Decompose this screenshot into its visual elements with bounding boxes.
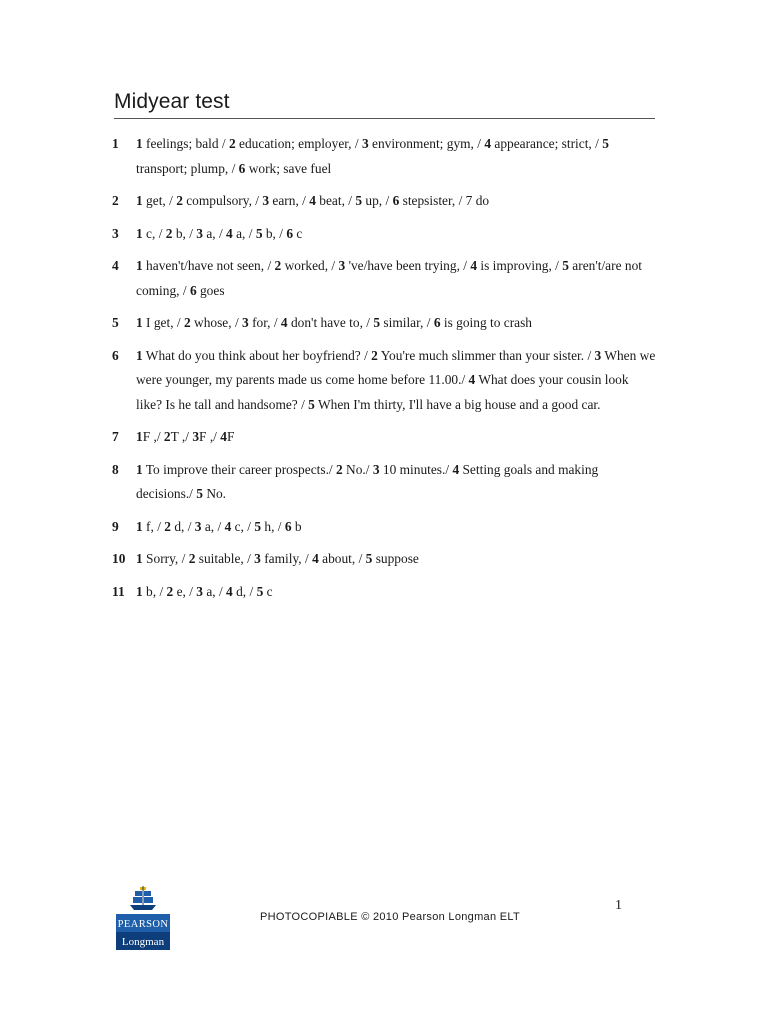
answer-item xyxy=(112,189,657,214)
item-number: 3 xyxy=(372,461,380,477)
item-number: 1 xyxy=(136,583,143,599)
answer-item xyxy=(112,458,657,507)
answer-text: 10 minutes./ xyxy=(379,461,453,477)
question-number: 10 xyxy=(112,551,126,566)
answer-text: F xyxy=(226,429,235,444)
item-number: 3 xyxy=(594,347,602,363)
question-number: 8 xyxy=(112,461,119,477)
answer-item xyxy=(112,132,657,181)
item-number: 5 xyxy=(255,225,263,241)
answer-text: b, / xyxy=(142,583,167,599)
ship-icon xyxy=(130,886,156,910)
item-number: 1 xyxy=(136,461,143,477)
answer-key-list xyxy=(112,132,657,612)
item-number: 2 xyxy=(163,429,171,444)
answer-text: a, / xyxy=(202,225,227,241)
answer-text: What do you think about her boyfriend? / xyxy=(142,347,372,363)
answer-text: F ,/ xyxy=(142,429,164,444)
item-number: 4 xyxy=(224,518,232,534)
item-number: 1 xyxy=(136,136,143,151)
item-number: 5 xyxy=(256,583,264,599)
item-number: 4 xyxy=(470,258,478,273)
answer-text: To improve their career prospects./ xyxy=(142,461,336,477)
item-number: 2 xyxy=(164,518,171,534)
item-number: 5 xyxy=(308,396,315,412)
item-number: 3 xyxy=(338,258,346,273)
question-number: 11 xyxy=(112,583,125,599)
answer-text: worked, / xyxy=(281,258,339,273)
item-number: 1 xyxy=(136,225,143,241)
answer-item xyxy=(112,547,657,572)
answer-text: for, / xyxy=(248,315,281,330)
answer-text: d, / xyxy=(170,518,195,534)
answer-text: is improving, / xyxy=(477,258,563,273)
answer-text: family, / xyxy=(260,551,313,566)
item-number: 4 xyxy=(312,551,319,566)
answer-text: education; employer, / xyxy=(235,136,362,151)
item-number: 6 xyxy=(238,160,246,176)
item-number: 4 xyxy=(226,583,233,599)
item-number: 4 xyxy=(280,315,288,330)
answer-item xyxy=(112,254,657,303)
answer-text: c, / xyxy=(231,518,255,534)
answer-text: c, / xyxy=(142,225,166,241)
answer-text: appearance; strict, / xyxy=(491,136,603,151)
title-divider xyxy=(114,118,655,119)
answer-text: suppose xyxy=(372,551,419,566)
answer-text: whose, / xyxy=(190,315,243,330)
item-number: 5 xyxy=(562,258,569,273)
answer-text: 've/have been trying, / xyxy=(345,258,471,273)
item-number: 5 xyxy=(373,315,381,330)
item-number: 1 xyxy=(136,518,143,534)
answer-text: work; save fuel xyxy=(245,160,332,176)
answer-item xyxy=(112,425,657,450)
item-number: 1 xyxy=(136,315,143,330)
item-number: 3 xyxy=(262,193,270,208)
question-number: 2 xyxy=(112,193,119,208)
answer-text: Setting goals and making decisions./ xyxy=(136,461,599,501)
answer-text: don't have to, / xyxy=(287,315,374,330)
question-number: 4 xyxy=(112,258,119,273)
item-number: 2 xyxy=(188,551,196,566)
answer-text: a, / xyxy=(202,583,227,599)
answer-item xyxy=(112,344,657,418)
item-number: 6 xyxy=(392,193,400,208)
answer-text: a, / xyxy=(201,518,225,534)
item-number: 5 xyxy=(254,518,262,534)
item-number: 6 xyxy=(433,315,441,330)
answer-text: When I'm thirty, I'll have a big house and a good car. xyxy=(314,396,601,412)
answer-text: aren't/are not coming, / xyxy=(136,258,642,298)
answer-text: f, / xyxy=(142,518,165,534)
item-number: 5 xyxy=(602,136,609,151)
answer-item xyxy=(112,222,657,247)
answer-text: T ,/ xyxy=(170,429,193,444)
answer-text: No./ xyxy=(342,461,373,477)
item-number: 3 xyxy=(192,429,200,444)
question-number: 7 xyxy=(112,429,119,444)
item-number: 3 xyxy=(196,225,203,241)
item-number: 6 xyxy=(189,282,197,298)
logo-pearson-text: PEARSON xyxy=(117,919,169,930)
page-number: 1 xyxy=(615,898,622,913)
answer-text: beat, / xyxy=(315,193,356,208)
item-number: 4 xyxy=(484,136,492,151)
answer-text: up, / xyxy=(362,193,393,208)
answer-text: b xyxy=(291,518,302,534)
answer-text: e, / xyxy=(173,583,197,599)
question-number: 1 xyxy=(112,136,119,151)
item-number: 5 xyxy=(365,551,373,566)
item-number: 4 xyxy=(309,193,316,208)
item-number: 4 xyxy=(468,372,476,387)
copyright-footer: PHOTOCOPIABLE © 2010 Pearson Longman ELT xyxy=(260,911,520,923)
answer-text: a, / xyxy=(232,225,256,241)
item-number: 6 xyxy=(284,518,292,534)
item-number: 4 xyxy=(220,429,227,444)
item-number: 1 xyxy=(136,429,143,444)
answer-text: c xyxy=(263,583,273,599)
item-number: 2 xyxy=(274,258,282,273)
item-number: 3 xyxy=(361,136,369,151)
item-number: 5 xyxy=(196,486,203,501)
answer-text: suitable, / xyxy=(195,551,255,566)
answer-text: goes xyxy=(196,282,225,298)
question-number: 3 xyxy=(112,225,119,241)
logo-longman-text: Longman xyxy=(121,936,165,948)
answer-text: I get, / xyxy=(142,315,184,330)
answer-text: haven't/have not seen, / xyxy=(142,258,275,273)
answer-text: No. xyxy=(202,486,227,501)
question-number: 5 xyxy=(112,315,119,330)
item-number: 4 xyxy=(452,461,460,477)
answer-text: about, / xyxy=(318,551,366,566)
item-number: 3 xyxy=(196,583,203,599)
item-number: 2 xyxy=(176,193,183,208)
answer-text: h, / xyxy=(261,518,285,534)
question-number: 6 xyxy=(112,347,119,363)
item-number: 1 xyxy=(136,551,143,566)
item-number: 3 xyxy=(242,315,249,330)
answer-text: b, / xyxy=(172,225,197,241)
item-number: 4 xyxy=(226,225,233,241)
answer-text: similar, / xyxy=(380,315,434,330)
answer-text: F ,/ xyxy=(199,429,221,444)
answer-text: stepsister, / 7 do xyxy=(399,193,490,208)
item-number: 2 xyxy=(371,347,378,363)
item-number: 2 xyxy=(165,225,173,241)
answer-text: d, / xyxy=(232,583,257,599)
answer-text: When we were younger, my parents made us come home before 11.00./ xyxy=(136,347,656,387)
pearson-longman-logo xyxy=(116,884,170,950)
answer-text: get, / xyxy=(142,193,177,208)
answer-text: What does your cousin look like? Is he tall and handsome? / xyxy=(136,372,629,412)
item-number: 1 xyxy=(136,347,143,363)
answer-text: You're much slimmer than your sister. / xyxy=(377,347,595,363)
question-number: 9 xyxy=(112,518,119,534)
item-number: 3 xyxy=(194,518,202,534)
answer-text: feelings; bald / xyxy=(142,136,229,151)
item-number: 6 xyxy=(286,225,294,241)
answer-text: transport; plump, / xyxy=(136,160,239,176)
item-number: 2 xyxy=(183,315,191,330)
answer-text: environment; gym, / xyxy=(368,136,485,151)
item-number: 1 xyxy=(136,193,143,208)
answer-item xyxy=(112,580,657,605)
item-number: 1 xyxy=(136,258,143,273)
item-number: 2 xyxy=(166,583,174,599)
answer-text: earn, / xyxy=(269,193,310,208)
item-number: 2 xyxy=(335,461,343,477)
item-number: 3 xyxy=(254,551,261,566)
item-number: 5 xyxy=(355,193,363,208)
answer-text: c xyxy=(293,225,303,241)
answer-item xyxy=(112,515,657,540)
answer-item xyxy=(112,311,657,336)
answer-text: b, / xyxy=(262,225,287,241)
item-number: 2 xyxy=(228,136,236,151)
answer-text: Sorry, / xyxy=(142,551,189,566)
answer-text: compulsory, / xyxy=(182,193,263,208)
answer-text: is going to crash xyxy=(440,315,533,330)
page-title: Midyear test xyxy=(114,90,230,113)
